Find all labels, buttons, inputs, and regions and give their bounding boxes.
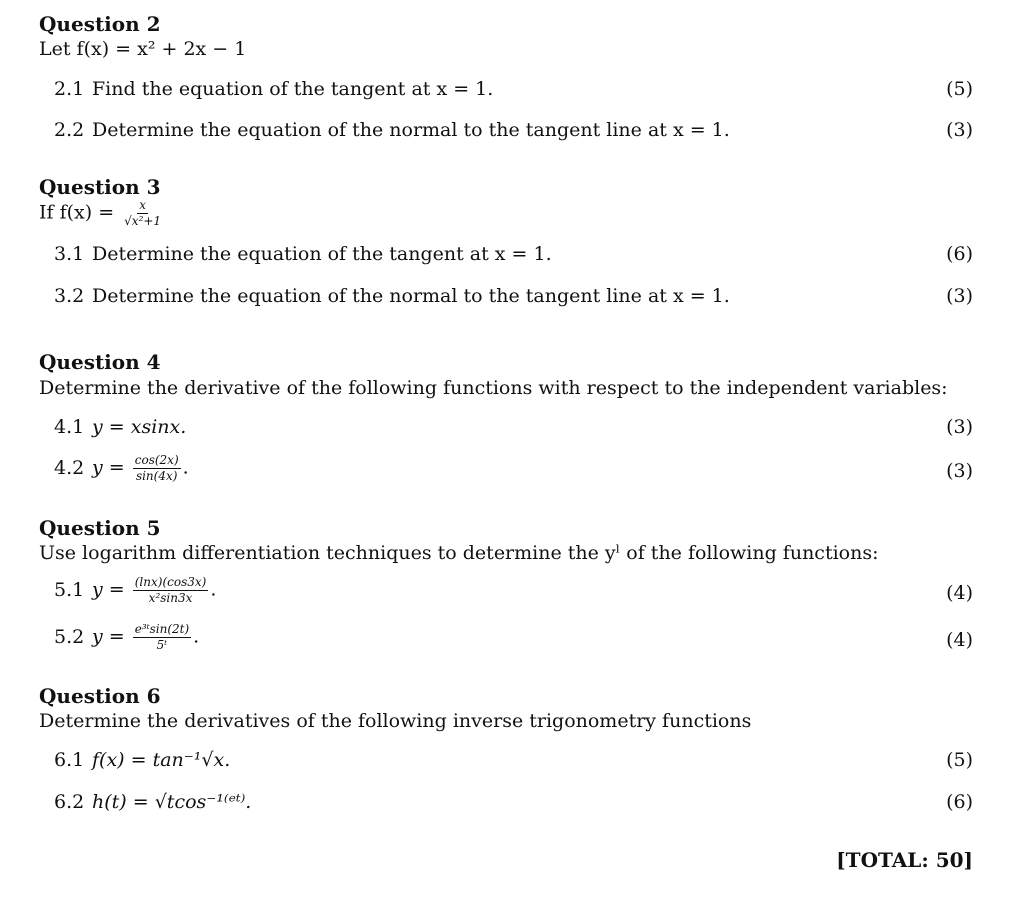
item-text: Determine the equation of the tangent at x = 1. <box>92 243 552 265</box>
fraction <box>122 199 163 228</box>
fraction <box>133 576 209 605</box>
item-number: 6.1 <box>54 749 85 771</box>
marks-4-2: (3) <box>946 460 973 482</box>
question-5-title: Question 5 <box>39 516 161 540</box>
fraction <box>133 454 181 483</box>
marks-2-2: (3) <box>946 119 973 141</box>
question-item-4-2: 4.2 y = $\frac{\cos(2x)}{\sin(4x)}$ . <box>54 453 189 483</box>
question-item-2-2 <box>54 119 730 141</box>
item-text: f(x) = tan⁻¹√x. <box>92 749 231 771</box>
item-text: Find the equation of the tangent at x = 1. <box>92 78 494 100</box>
marks-4-1: (3) <box>946 416 973 438</box>
total-marks: [TOTAL: 50] <box>836 848 973 872</box>
question-3-intro <box>39 199 165 228</box>
item-text: h(t) = √tcos⁻¹⁽ᵉᵗ⁾. <box>92 791 252 813</box>
item-number: 4.2 <box>54 456 85 479</box>
item-lhs: y = <box>92 578 125 601</box>
question-6-title: Question 6 <box>39 684 161 708</box>
fraction-denominator: sin(4x) <box>135 469 178 483</box>
item-text: Determine the equation of the normal to the tangent line at x = 1. <box>92 119 730 141</box>
fraction-denominator: √x²+1 <box>124 214 162 228</box>
item-number: 5.2 <box>54 625 85 648</box>
question-item-4-1 <box>54 416 186 438</box>
marks-5-1: (4) <box>946 582 973 604</box>
question-item-5-2: 5.2 y = $\frac{\text{e³ᵗsin(2t)}}{\text{5ᵗ}}$ . <box>54 622 200 652</box>
item-number: 3.2 <box>54 285 85 307</box>
marks-3-1: (6) <box>946 243 973 265</box>
question-item-5-1: 5.1 y = $\frac{(\ln x)(\cos 3x)}{\text{x²sin3x}}$ . <box>54 575 217 605</box>
question-item-6-1 <box>54 749 230 771</box>
fraction <box>133 623 191 652</box>
fraction-denominator: x²sin3x <box>148 591 193 605</box>
question-item-2-1 <box>54 78 493 100</box>
question-2-intro: Let f(x) = x² + 2x − 1 <box>39 38 247 60</box>
question-5-intro: Use logarithm differentiation techniques to determine the yˡ of the following functions: <box>39 542 879 564</box>
item-number: 4.1 <box>54 416 85 438</box>
item-lhs: y = <box>92 625 125 648</box>
marks-2-1: (5) <box>946 78 973 100</box>
question-4-intro: Determine the derivative of the following functions with respect to the independent variables: <box>39 377 948 399</box>
question-4-title: Question 4 <box>39 350 161 374</box>
question-item-3-1 <box>54 243 552 265</box>
item-lhs: y = <box>92 456 125 479</box>
question-item-3-2 <box>54 285 730 307</box>
item-text: y = xsinx. <box>92 416 187 438</box>
item-number: 3.1 <box>54 243 85 265</box>
fraction-numerator: x <box>139 198 146 212</box>
fraction-denominator: 5ᵗ <box>156 638 168 652</box>
question-2-title: Question 2 <box>39 12 161 36</box>
marks-6-1: (5) <box>946 749 973 771</box>
intro-text: If f(x) = <box>39 201 115 224</box>
marks-6-2: (6) <box>946 791 973 813</box>
marks-5-2: (4) <box>946 629 973 651</box>
question-3-title: Question 3 <box>39 175 161 199</box>
question-6-intro: Determine the derivatives of the following inverse trigonometry functions <box>39 710 752 732</box>
item-number: 5.1 <box>54 578 85 601</box>
item-number: 2.1 <box>54 78 85 100</box>
fraction-numerator: (lnx)(cos3x) <box>134 575 207 589</box>
item-number: 6.2 <box>54 791 85 813</box>
marks-3-2: (3) <box>946 285 973 307</box>
fraction-numerator: e³ᵗsin(2t) <box>134 622 190 636</box>
question-item-6-2 <box>54 791 251 813</box>
item-text: Determine the equation of the normal to the tangent line at x = 1. <box>92 285 730 307</box>
item-number: 2.2 <box>54 119 85 141</box>
fraction-numerator: cos(2x) <box>134 453 179 467</box>
